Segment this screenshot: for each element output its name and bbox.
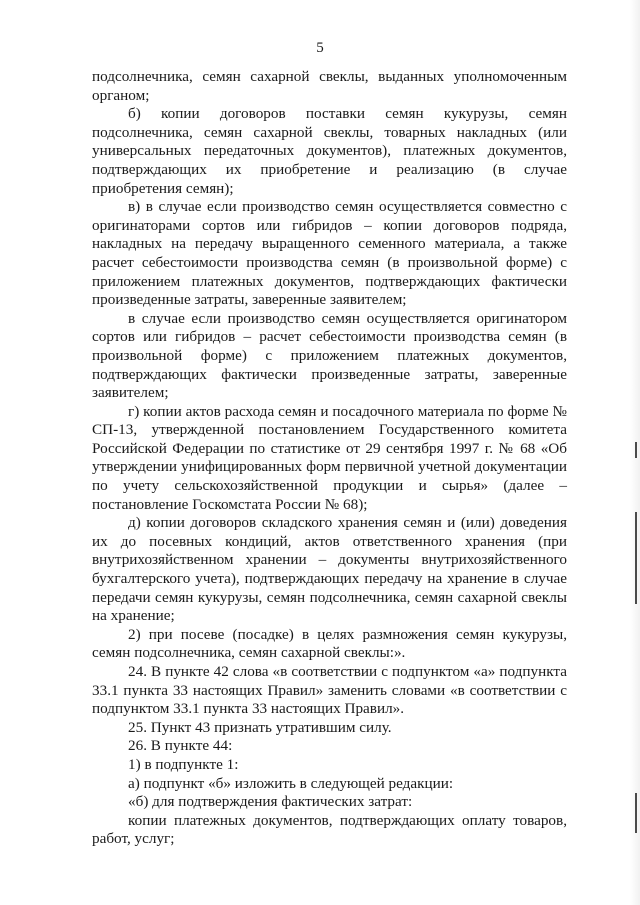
paragraph-v-joint-production: в) в случае если производство семян осуществляется совместно с оригинаторами сортов или гибридов – копии договоров подряда, накладных на передачу выращенного семенного материала, а также расчет себестоимости производства семян (в произвольной форме) с приложением платежных документов, подтверждающих фактически произведенные затраты, заверенные заявителем; <box>92 198 567 309</box>
scan-artifact-mark <box>635 442 637 458</box>
scan-artifact-mark <box>635 793 637 833</box>
paragraph-b-new-wording: «б) для подтверждения фактических затрат: <box>128 793 413 811</box>
document-body <box>92 68 567 849</box>
page-number: 5 <box>316 40 324 56</box>
scan-artifact-mark <box>635 512 637 604</box>
paragraph-26-1: 1) в подпункте 1: <box>128 755 239 773</box>
paragraph-25: 25. Пункт 43 признать утратившим силу. <box>128 718 392 736</box>
paragraph-2-sowing: 2) при посеве (посадке) в целях размножения семян кукурузы, семян подсолнечника, семян сахарной свеклы:». <box>92 625 567 662</box>
paragraph-24: 24. В пункте 42 слова «в соответствии с подпунктом «а» подпункта 33.1 пункта 33 настоящих Правил» заменить словами «в соответствии с подпунктом 33.1 пункта 33 настоящих Правил». <box>92 663 567 718</box>
paragraph-continuation: подсолнечника, семян сахарной свеклы, выданных уполномоченным органом; <box>92 68 567 104</box>
paragraph-26-1-a: а) подпункт «б» изложить в следующей редакции: <box>128 774 454 792</box>
paragraph-originator-production: в случае если производство семян осуществляется оригинатором сортов или гибридов – расчет себестоимости производства семян (в произвольной форме) с приложением платежных документов, подтверждающих фактически произведенные затраты, заверенные заявителем; <box>92 309 567 402</box>
paragraph-g-acts: г) копии актов расхода семян и посадочного материала по форме № СП-13, утвержденной постановлением Государственного комитета Российской Федерации по статистике от 29 сентября 1997 г. № 68 «Об утверждении унифицированных форм первичной учетной документации по учету сельскохозяйственной продукции и сырья» (далее – постановление Госкомстата России № 68); <box>92 402 567 513</box>
paragraph-26: 26. В пункте 44: <box>128 737 233 755</box>
paragraph-payment-docs: копии платежных документов, подтверждающих оплату товаров, работ, услуг; <box>92 811 567 848</box>
paragraph-b-contracts: б) копии договоров поставки семян кукурузы, семян подсолнечника, семян сахарной свеклы, товарных накладных (или универсальных передаточных документов), платежных документов, подтверждающих их приобретение и реализацию (в случае приобретения семян); <box>92 105 567 197</box>
paragraph-d-storage: д) копии договоров складского хранения семян и (или) доведения их до посевных кондиций, актов ответственного хранения (при внутрихозяйственном хранении – документы внутрихозяйственного бухгалтерского учета), подтверждающих передачу на хранение в случае передачи семян кукурузы, семян подсолнечника, семян сахарной свеклы на хранение; <box>92 514 567 625</box>
